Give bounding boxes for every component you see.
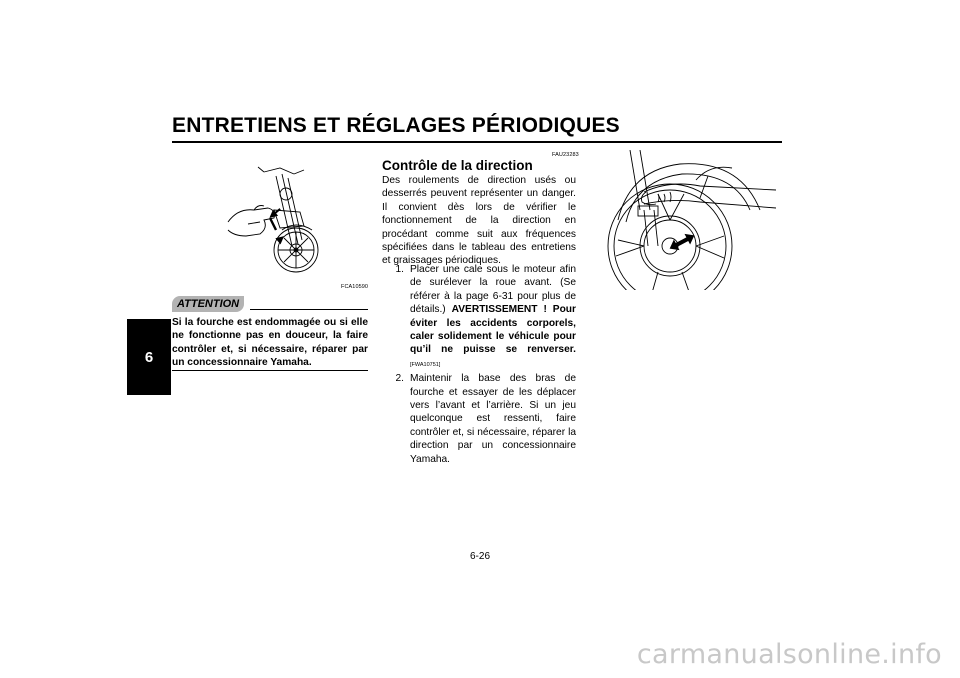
attention-header xyxy=(172,294,368,312)
step-text: Maintenir la base des bras de fourche et essayer de les déplacer vers l’avant et l’arrière. Si un jeu quelconque est ressenti, faire contrôler et, si nécessaire, réparer la direction par un concessionnaire Yamaha. xyxy=(410,373,576,465)
section-title: Contrôle de la direction xyxy=(382,158,533,173)
attention-text: Si la fourche est endommagée ou si elle ne fonctionne pas en douceur, la faire contrôler et, si nécessaire, réparer par un concessionnaire Yamaha. xyxy=(172,317,368,369)
procedure-steps xyxy=(382,263,576,466)
list-item xyxy=(382,263,576,372)
chapter-tab: 6 xyxy=(127,319,171,395)
step-body: Placer une cale sous le moteur afin de surélever la roue avant. (Se référer à la page 6-31 pour plus de détails.) xyxy=(410,264,576,316)
attention-label: ATTENTION xyxy=(172,296,244,312)
steering-check-illustration xyxy=(600,150,776,290)
title-underline xyxy=(172,141,782,143)
step-text xyxy=(410,263,576,372)
fork-check-illustration xyxy=(224,164,332,274)
warning-code: [FWA10751] xyxy=(410,361,441,368)
section-code: FAU23283 xyxy=(552,152,579,158)
attention-rule xyxy=(250,309,368,310)
figure-code: FCA10590 xyxy=(341,284,369,290)
list-item xyxy=(382,372,576,466)
intro-paragraph: Des roulements de direction usés ou desserrés peuvent représenter un danger. Il convient dès lors de vérifier le fonctionnement de la direction en procédant comme suit aux fréquences spécifiées dans le tableau des entretiens et graissages périodiques. xyxy=(382,175,576,267)
step-number: 1. xyxy=(395,264,404,275)
watermark: carmanualsonline.info xyxy=(636,639,942,670)
attention-bottom-rule xyxy=(172,370,368,371)
page-number: 6-26 xyxy=(469,551,490,562)
warning-text: AVERTISSEMENT ! Pour éviter les accidents corporels, caler solidement le véhicule pour qu’il ne puisse se renverser. xyxy=(410,304,576,356)
page-title: ENTRETIENS ET RÉGLAGES PÉRIODIQUES xyxy=(172,114,620,137)
step-number: 2. xyxy=(395,373,404,385)
